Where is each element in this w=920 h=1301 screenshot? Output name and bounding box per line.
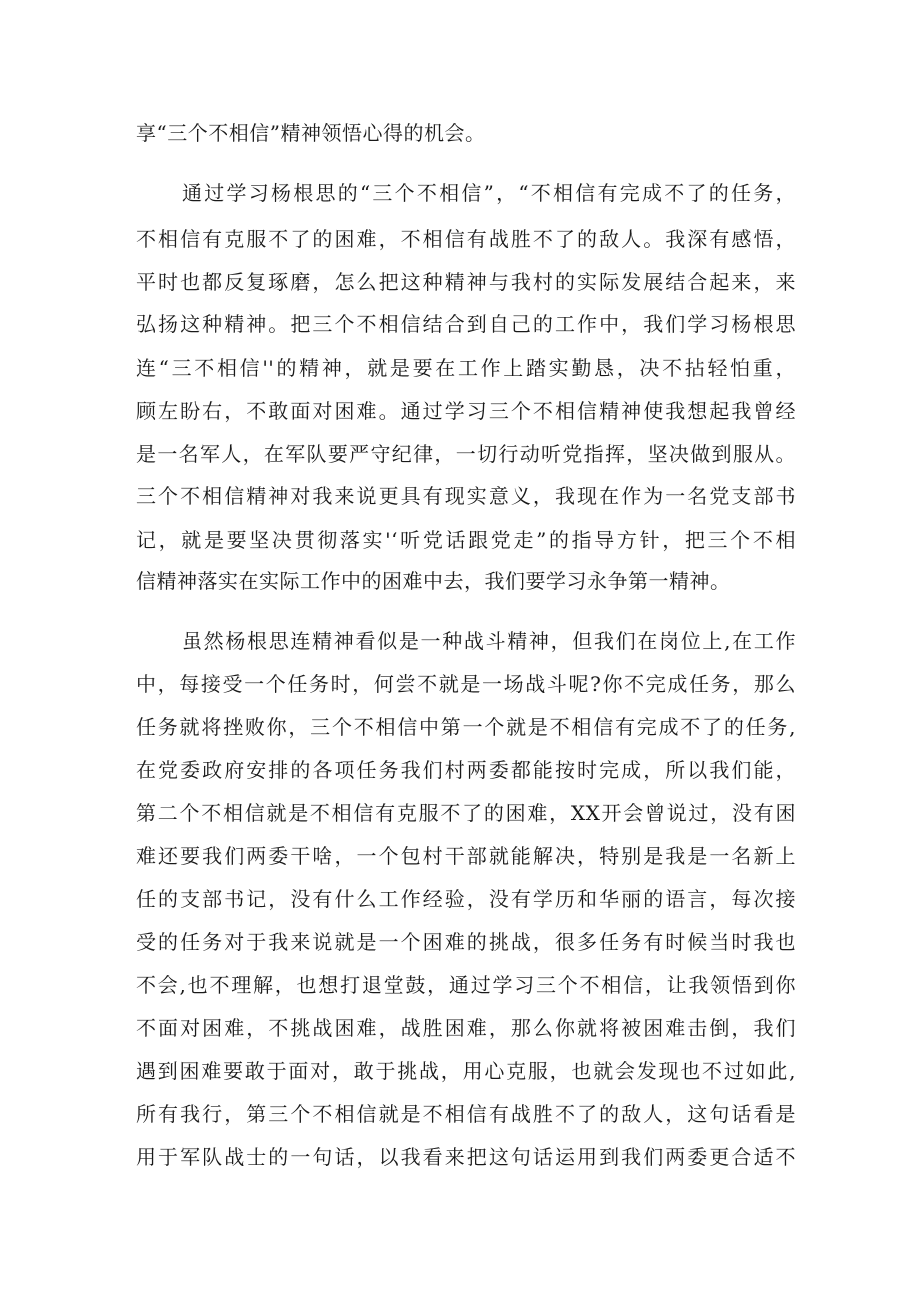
text-line: 是一名军人，在军队要严守纪律，一切行动听党指挥，坚决做到服从。 xyxy=(136,442,796,466)
text-line: 通过学习杨根思的“三个不相信”，“不相信有完成不了的任务， xyxy=(182,181,796,205)
text-line: 顾左盼右，不敢面对困难。通过学习三个不相信精神使我想起我曾经 xyxy=(136,399,796,423)
text-line: 第二个不相信就是不相信有克服不了的困难，XX开会曾说过，没有困 xyxy=(136,801,796,825)
text-line: 连“三不相信''的精神，就是要在工作上踏实勤恳，决不拈轻怕重， xyxy=(136,356,796,380)
text-line: 所有我行，第三个不相信就是不相信有战胜不了的敌人，这句话看是 xyxy=(136,1102,796,1126)
text-line: 遇到困难要敢于面对，敢于挑战，用心克服，也就会发现也不过如此, xyxy=(136,1059,796,1083)
text-line: 不会,也不理解，也想打退堂鼓，通过学习三个不相信，让我领悟到你 xyxy=(136,973,796,997)
text-line: 平时也都反复琢磨，怎么把这种精神与我村的实际发展结合起来，来 xyxy=(136,270,796,294)
text-line: 中，每接受一个任务时，何尝不就是一场战斗呢?你不完成任务，那么 xyxy=(136,672,796,696)
text-line: 任的支部书记，没有什么工作经验，没有学历和华丽的语言，每次接 xyxy=(136,887,796,911)
text-line: 享“三个不相信”精神领悟心得的机会。 xyxy=(136,121,486,145)
text-line: 在党委政府安排的各项任务我们村两委都能按时完成，所以我们能， xyxy=(136,758,796,782)
text-line: 不面对困难，不挑战困难，战胜困难，那么你就将被困难击倒，我们 xyxy=(136,1016,796,1040)
text-line: 难还要我们两委干啥，一个包村干部就能解决，特别是我是一名新上 xyxy=(136,844,796,868)
text-line: 受的任务对于我来说就是一个困难的挑战，很多任务有时候当时我也 xyxy=(136,930,796,954)
text-line: 虽然杨根思连精神看似是一种战斗精神，但我们在岗位上,在工作 xyxy=(182,629,796,653)
text-line: 用于军队战士的一句话，以我看来把这句话运用到我们两委更合适不 xyxy=(136,1145,796,1169)
text-line: 记，就是要坚决贯彻落实'‘听党话跟党走”的指导方针，把三个不相 xyxy=(136,528,796,552)
text-line: 不相信有克服不了的困难，不相信有战胜不了的敌人。我深有感悟， xyxy=(136,227,796,251)
text-line: 弘扬这种精神。把三个不相信结合到自己的工作中，我们学习杨根思 xyxy=(136,312,796,336)
text-line: 信精神落实在实际工作中的困难中去，我们要学习永争第一精神。 xyxy=(136,569,731,593)
text-line: 任务就将挫败你，三个不相信中第一个就是不相信有完成不了的任务, xyxy=(136,715,796,739)
text-line: 三个不相信精神对我来说更具有现实意义，我现在作为一名党支部书 xyxy=(136,484,796,508)
